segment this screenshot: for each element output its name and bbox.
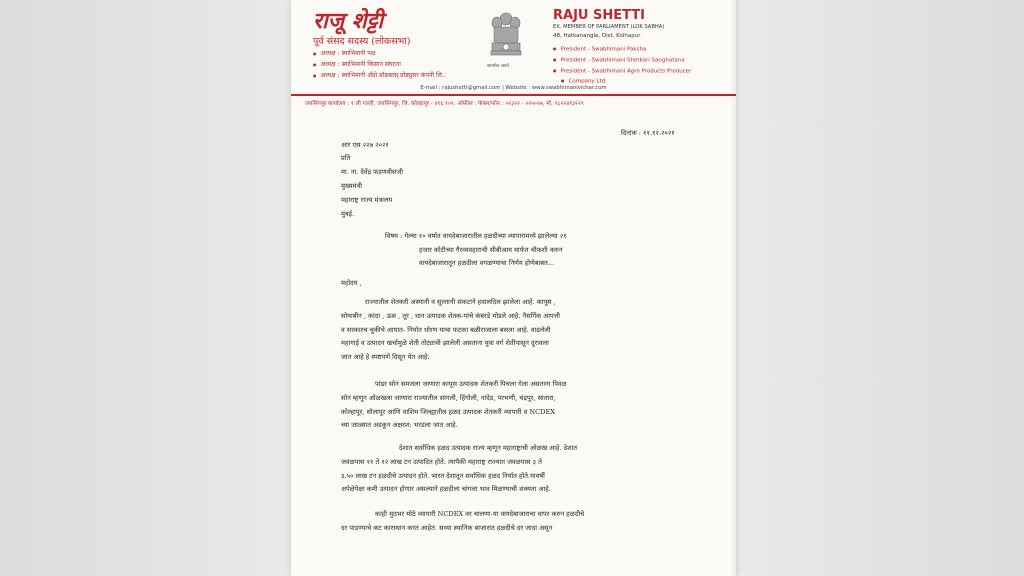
- contact-line: E-mail : rajushetti@gmail.com | Website : www.swabhimanivichar.com: [420, 85, 607, 91]
- paragraph-3-line: देशात सर्वाधिक हळद उत्पादक राज्य म्हणून महाराष्ट्राची ओळख आहे. देशात: [399, 444, 578, 452]
- role-marathi-1: ● अध्यक्ष : स्वाभिमानी पक्ष: [313, 48, 446, 59]
- paragraph-1-line: सोयाबीन , कांदा , ऊस , तूर , धान उत्पादक शेतक-यांचे कंबरडे मोडले आहे. नैसर्गिक आपत्ती: [341, 311, 560, 320]
- role-english-3: ● President - Swabhimani Agro Products Producer: [553, 66, 691, 77]
- paragraph-2-line: कोल्हापूर, सोलापूर आणि वाशिम जिल्ह्यातील हळद उत्पादक शेतकरी व्यापारी व NCDEX: [341, 407, 555, 416]
- paragraph-1-line: जात आहे हे स्पष्टपणे दिसून येत आहे.: [341, 353, 430, 362]
- letterhead-subtitle-marathi: पूर्व संसद सदस्य (लोकसभा): [313, 36, 411, 47]
- subject-block: [385, 230, 567, 271]
- header-divider: [291, 94, 736, 96]
- paragraph-3-line: ३.५० लाख टन हळदीचे उत्पादन होते. भारत देशातून सर्वाधिक हळद निर्यात होते.यावर्षी: [341, 471, 545, 480]
- national-emblem-icon: [488, 10, 524, 64]
- page-shadow: [730, 0, 736, 576]
- role-marathi-2: ● अध्यक्ष : स्वाभिमानी किसान संघटना: [313, 59, 446, 70]
- paragraph-2-line: सोनं म्हणून ओळखला जाणारा राज्यातील सांगली, हिंगोली, नांदेड, परभणी, चंद्रपूर, सातारा,: [341, 393, 556, 402]
- paragraph-1-line: महागाई व उत्पादन खर्चामुळे शेती तोट्याची झालेली असताना युवा वर्ग शेतीपासून दुरावला: [341, 339, 549, 348]
- subject-line-1: विषय : गेल्या १० वर्षात वायदेबाजारातील हळदीच्या व्यापारामध्ये झालेल्या २१: [385, 232, 567, 240]
- background-right: [738, 0, 1024, 576]
- paragraph-4: [341, 508, 584, 536]
- subject-line-2: हजार कोटीच्या गैरव्यवहाराची सीबीआय मार्फत चौकशी करुन: [419, 245, 563, 254]
- letterhead-address-english: 48, Hatkanangle, Dist. Kolhapur: [553, 33, 641, 39]
- reference-number: आर एस २२७ २०२१: [341, 141, 389, 149]
- recipient-line-3: मुख्यमंत्री: [341, 182, 362, 190]
- paragraph-4-line: काही मुठभर मोठे व्यापारी NCDEX वर चालणा-या वायदेबाजाराचा वापर करुन हळदीचे: [375, 510, 585, 518]
- recipient-line-2: मा. ना. देवेंद्र फडणवीसजी: [341, 168, 403, 176]
- letterhead-roles-english: [553, 44, 691, 87]
- recipient-line-4: महाराष्ट्र राज्य मंत्रालय: [341, 196, 393, 204]
- letterhead-name-marathi: राजू शेट्टी: [313, 8, 384, 34]
- role-marathi-3: ● अध्यक्ष : स्वाभिमानी अँग्रो प्रॉडक्टस् प्रोड्युसर कंपनी लि..: [313, 70, 446, 81]
- role-english-4: ● Company Ltd.: [553, 76, 691, 87]
- paragraph-2: [341, 378, 567, 433]
- role-english-1: ● President - Swabhimani Paksha: [553, 44, 691, 55]
- paragraph-1: [341, 296, 560, 365]
- letterhead-roles-marathi: [313, 48, 446, 81]
- emblem-motto: सत्यमेव जयते: [487, 64, 510, 69]
- paragraph-4-line: दर पाडण्याचे कट कारस्थान करत आहेत. सध्या स्थानिक बाजारात हळदीचे दर जादा असून: [341, 523, 553, 532]
- paragraph-1-line: व सरकारच चुकीचे आयात- निर्यात धोरण याचा फटका बळीराजाला बसला आहे. वाढलेली: [341, 325, 551, 334]
- paragraph-1-line: राज्यातील शेतकरी अस्मानी व सुल्तानी संकटाने हवालदिल झालेला आहे. कापूस ,: [365, 298, 556, 306]
- letter-page: [291, 0, 736, 576]
- paragraph-3-line: जवळपास ११ ते १२ लाख टन उत्पादित होते. त्यापैकी महाराष्ट्र राज्यात जवळपास ३ ते: [341, 457, 542, 466]
- letterhead-name-english: RAJU SHETTI: [553, 8, 645, 23]
- subject-line-3: वायदेबाजारातून हळदीला वगळण्याचा निर्णय होणेबाबत...: [419, 259, 555, 267]
- role-english-2: ● President - Swabhimani Shetkari Sanghatana: [553, 55, 691, 66]
- paragraph-2-line: पांढर सोनं समजला जाणारा कापूस उत्पादक शेतकरी पिचला गेला असताना पिवळ: [375, 380, 567, 388]
- background-left: [0, 0, 290, 576]
- paragraph-3: [341, 442, 577, 497]
- recipient-line-1: प्रति: [341, 154, 351, 162]
- salutation: महोदय ,: [341, 279, 362, 287]
- office-address: जयसिंगपूर कार्यालय : १ ली गल्ली, जयसिंगपूर, जि. कोल्हापूर - ४१६ १०१. ऑफीस : फॅक्स/फोन : ०२३२२ - २२५०२७, मो. ९८२२४१३२२९: [305, 101, 584, 107]
- recipient-line-5: मुंबई.: [341, 210, 355, 218]
- paragraph-3-line: अपेक्षेपेक्षा कमी उत्पादन होणार असल्याने हळदीला चांगला भाव मिळण्याची शक्यता आहे.: [341, 485, 551, 494]
- paragraph-2-line: च्या जाळ्यात अडकून अक्षरश: भरडला जात आहे.: [341, 421, 458, 430]
- letter-date: दिनांक : ११.१२.२०२१: [621, 129, 675, 137]
- letterhead-title-english: EX. MEMBER OF PARLIAMENT (LOK SABHA): [553, 24, 665, 30]
